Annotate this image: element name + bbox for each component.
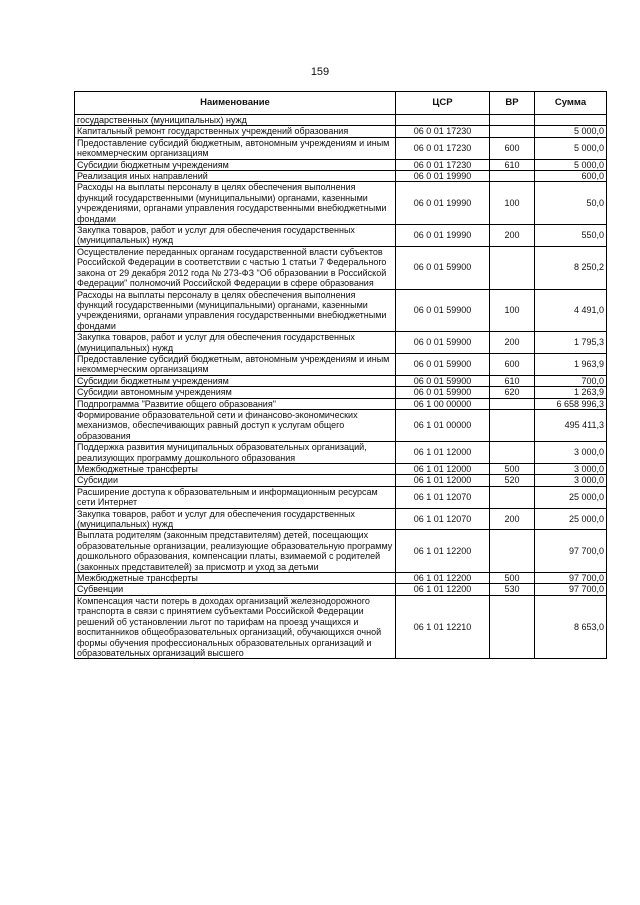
row-csr-cell: 06 1 01 12000 [396, 464, 490, 475]
row-sum-cell: 1 795,3 [535, 332, 607, 354]
row-sum-cell: 1 963,9 [535, 353, 607, 375]
table-row [75, 409, 607, 441]
header-sum: Сумма [535, 92, 607, 115]
row-vr-cell [490, 409, 535, 441]
row-name-cell: Субсидии бюджетным учреждениям [75, 159, 396, 170]
row-name-cell: Поддержка развития муниципальных образовательных организаций, реализующих программу дошкольного образования [75, 442, 396, 464]
table-row [75, 573, 607, 584]
table-row [75, 486, 607, 508]
row-csr-cell: 06 0 01 59900 [396, 375, 490, 386]
row-name-cell: Межбюджетные трансферты [75, 464, 396, 475]
row-name-cell: Субсидии бюджетным учреждениям [75, 375, 396, 386]
table-row [75, 137, 607, 159]
row-csr-cell: 06 1 01 12210 [396, 595, 490, 658]
row-sum-cell: 5 000,0 [535, 126, 607, 137]
row-sum-cell: 495 411,3 [535, 409, 607, 441]
row-name-cell: Капитальный ремонт государственных учреждений образования [75, 126, 396, 137]
table-row [75, 115, 607, 126]
row-name-cell: Расширение доступа к образовательным и информационным ресурсам сети Интернет [75, 486, 396, 508]
row-csr-cell: 06 0 01 59900 [396, 387, 490, 398]
header-name: Наименование [75, 92, 396, 115]
table-row [75, 171, 607, 182]
row-name-cell: Расходы на выплаты персоналу в целях обеспечения выполнения функций государственными (муниципальными) органами, казенными учреждениями, органами управления государственными внебюджетными фондами [75, 289, 396, 332]
row-vr-cell: 600 [490, 137, 535, 159]
row-csr-cell: 06 0 01 59900 [396, 332, 490, 354]
row-vr-cell: 100 [490, 182, 535, 225]
table-row [75, 289, 607, 332]
row-vr-cell: 200 [490, 332, 535, 354]
row-sum-cell: 25 000,0 [535, 508, 607, 530]
row-sum-cell: 3 000,0 [535, 464, 607, 475]
row-csr-cell: 06 0 01 59900 [396, 289, 490, 332]
table-row [75, 332, 607, 354]
row-name-cell: Закупка товаров, работ и услуг для обеспечения государственных (муниципальных) нужд [75, 332, 396, 354]
row-sum-cell: 5 000,0 [535, 137, 607, 159]
table-row [75, 126, 607, 137]
row-csr-cell: 06 0 01 17230 [396, 137, 490, 159]
row-csr-cell: 06 0 01 59900 [396, 246, 490, 289]
row-sum-cell: 550,0 [535, 225, 607, 247]
table-row [75, 246, 607, 289]
row-name-cell: Закупка товаров, работ и услуг для обеспечения государственных (муниципальных) нужд [75, 508, 396, 530]
row-vr-cell [490, 115, 535, 126]
row-vr-cell: 530 [490, 584, 535, 595]
row-csr-cell: 06 0 01 19990 [396, 182, 490, 225]
row-csr-cell: 06 1 01 12200 [396, 584, 490, 595]
row-name-cell: Компенсация части потерь в доходах организаций железнодорожного транспорта в связи с принятием субъектами Российской Федерации решений об установлении льгот по тарифам на проезд учащихся и воспитанников общеобразовательных организаций, обучающихся очной формы обучения профессиональных образовательных организаций и образовательных организаций высшего [75, 595, 396, 658]
table-header-row [75, 92, 607, 115]
row-sum-cell: 50,0 [535, 182, 607, 225]
row-vr-cell [490, 246, 535, 289]
row-sum-cell: 700,0 [535, 375, 607, 386]
row-vr-cell: 100 [490, 289, 535, 332]
row-csr-cell: 06 1 01 00000 [396, 409, 490, 441]
row-name-cell: Предоставление субсидий бюджетным, автономным учреждениям и иным некоммерческим организациям [75, 353, 396, 375]
row-name-cell: Выплата родителям (законным представителям) детей, посещающих образовательные организации, реализующие образовательную программу дошкольного образования, компенсации платы, взимаемой с родителей (законных представителей) за присмотр и уход за детьми [75, 530, 396, 573]
row-sum-cell: 97 700,0 [535, 584, 607, 595]
table-row [75, 530, 607, 573]
row-csr-cell: 06 0 01 19990 [396, 225, 490, 247]
table-row [75, 508, 607, 530]
row-name-cell: Реализация иных направлений [75, 171, 396, 182]
page-number: 159 [310, 66, 330, 78]
row-vr-cell: 500 [490, 464, 535, 475]
row-csr-cell: 06 1 01 12000 [396, 442, 490, 464]
table-row [75, 398, 607, 409]
row-csr-cell [396, 115, 490, 126]
row-vr-cell [490, 398, 535, 409]
row-csr-cell: 06 0 01 17230 [396, 126, 490, 137]
row-sum-cell: 3 000,0 [535, 475, 607, 486]
row-vr-cell: 620 [490, 387, 535, 398]
row-name-cell: Подпрограмма "Развитие общего образования" [75, 398, 396, 409]
row-csr-cell: 06 1 01 12070 [396, 508, 490, 530]
table-row [75, 584, 607, 595]
row-name-cell: Закупка товаров, работ и услуг для обеспечения государственных (муниципальных) нужд [75, 225, 396, 247]
row-sum-cell [535, 115, 607, 126]
budget-table [74, 91, 607, 659]
row-vr-cell: 610 [490, 375, 535, 386]
table-row [75, 595, 607, 658]
row-vr-cell [490, 486, 535, 508]
row-name-cell: Субсидии [75, 475, 396, 486]
row-vr-cell: 610 [490, 159, 535, 170]
row-name-cell: Субсидии автономным учреждениям [75, 387, 396, 398]
row-name-cell: Расходы на выплаты персоналу в целях обеспечения выполнения функций государственными (муниципальными) органами, казенными учреждениями, органами управления государственными внебюджетными фондами [75, 182, 396, 225]
row-csr-cell: 06 1 01 12200 [396, 530, 490, 573]
header-csr: ЦСР [396, 92, 490, 115]
table-row [75, 182, 607, 225]
row-sum-cell: 8 250,2 [535, 246, 607, 289]
table-row [75, 464, 607, 475]
row-name-cell: Осуществление переданных органам государственной власти субъектов Российской Федерации в соответствии с частью 1 статьи 7 Федерального закона от 29 декабря 2012 года № 273-ФЗ "Об образовании в Российской Федерации" полномочий Российской Федерации в сфере образования [75, 246, 396, 289]
row-sum-cell: 1 263,9 [535, 387, 607, 398]
row-vr-cell: 200 [490, 225, 535, 247]
row-csr-cell: 06 1 01 12200 [396, 573, 490, 584]
row-sum-cell: 97 700,0 [535, 573, 607, 584]
row-vr-cell: 520 [490, 475, 535, 486]
row-csr-cell: 06 0 01 19990 [396, 171, 490, 182]
row-name-cell: Формирование образовательной сети и финансово-экономических механизмов, обеспечивающих равный доступ к услугам общего образования [75, 409, 396, 441]
row-name-cell: Субвенции [75, 584, 396, 595]
row-vr-cell [490, 171, 535, 182]
table-row [75, 387, 607, 398]
row-vr-cell [490, 595, 535, 658]
row-vr-cell: 200 [490, 508, 535, 530]
row-sum-cell: 5 000,0 [535, 159, 607, 170]
row-csr-cell: 06 1 01 12000 [396, 475, 490, 486]
row-vr-cell [490, 126, 535, 137]
row-vr-cell: 500 [490, 573, 535, 584]
row-sum-cell: 6 658 996,3 [535, 398, 607, 409]
table-row [75, 442, 607, 464]
row-vr-cell: 600 [490, 353, 535, 375]
row-csr-cell: 06 0 01 59900 [396, 353, 490, 375]
row-sum-cell: 3 000,0 [535, 442, 607, 464]
row-name-cell: государственных (муниципальных) нужд [75, 115, 396, 126]
row-csr-cell: 06 1 01 12070 [396, 486, 490, 508]
row-csr-cell: 06 1 00 00000 [396, 398, 490, 409]
row-csr-cell: 06 0 01 17230 [396, 159, 490, 170]
table-row [75, 159, 607, 170]
row-name-cell: Межбюджетные трансферты [75, 573, 396, 584]
table-row [75, 225, 607, 247]
row-vr-cell [490, 530, 535, 573]
table-row [75, 375, 607, 386]
table-row [75, 475, 607, 486]
row-sum-cell: 4 491,0 [535, 289, 607, 332]
table-row [75, 353, 607, 375]
header-vr: ВР [490, 92, 535, 115]
row-sum-cell: 97 700,0 [535, 530, 607, 573]
row-sum-cell: 8 653,0 [535, 595, 607, 658]
row-sum-cell: 600,0 [535, 171, 607, 182]
row-vr-cell [490, 442, 535, 464]
row-name-cell: Предоставление субсидий бюджетным, автономным учреждениям и иным некоммерческим организациям [75, 137, 396, 159]
row-sum-cell: 25 000,0 [535, 486, 607, 508]
